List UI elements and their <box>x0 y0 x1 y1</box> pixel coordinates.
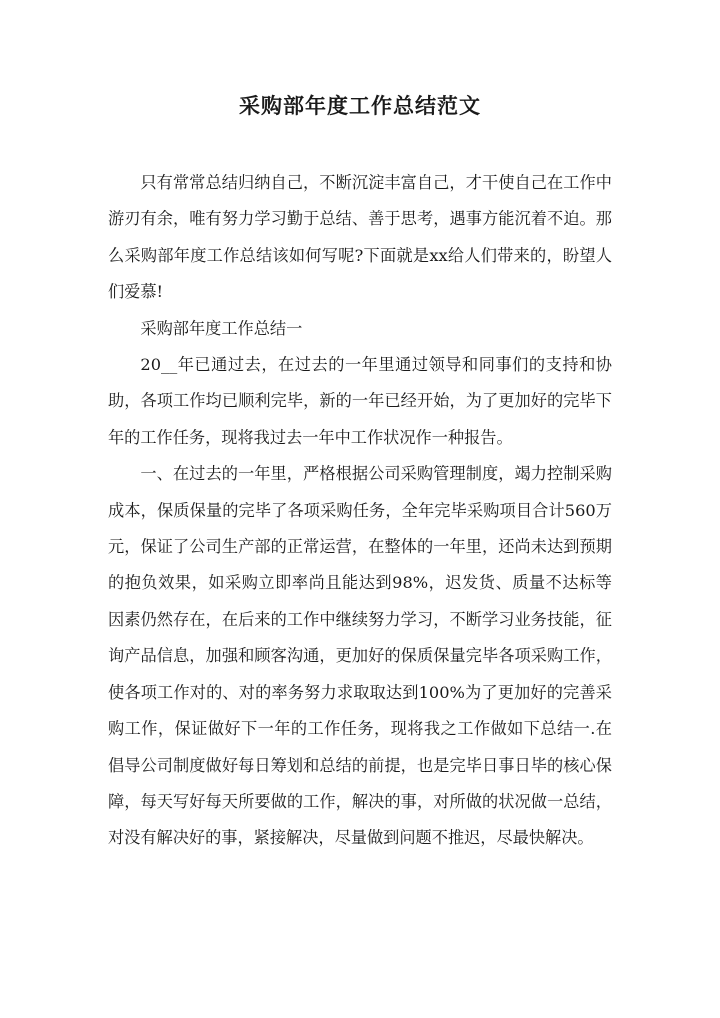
body-paragraph: 一、在过去的一年里，严格根据公司采购管理制度，竭力控制采购成本，保质保量的完毕了各项采购任务，全年完毕采购项目合计560万元，保证了公司生产部的正常运营，在整体的一年里，还尚未达到预期的抱负效果，如采购立即率尚且能达到98%，迟发货、质量不达标等因素仍然存在，在后来的工作中继续努力学习，不断学习业务技能，征询产品信息，加强和顾客沟通，更加好的保质保量完毕各项采购工作，使各项工作对的、对的率务努力求取取达到100%为了更加好的完善采购工作，保证做好下一年的工作任务，现将我之工作做如下总结一.在倡导公司制度做好每日筹划和总结的前提，也是完毕日事日毕的核心保障，每天写好每天所要做的工作，解决的事，对所做的状况做一总结，对没有解决好的事，紧接解决，尽量做到问题不推迟，尽最快解决。 <box>108 464 612 848</box>
document-body <box>108 165 612 857</box>
intro-paragraph: 只有常常总结归纳自己，不断沉淀丰富自己，才干使自己在工作中游刃有余，唯有努力学习勤于总结、善于思考，遇事方能沉着不迫。那么采购部年度工作总结该如何写呢?下面就是xx给人们带来的，盼望人们爱慕! <box>108 173 612 302</box>
body-paragraph: 20__年已通过去，在过去的一年里通过领导和同事们的支持和协助，各项工作均已顺利完毕，新的一年已经开始，为了更加好的完毕下年的工作任务，现将我过去一年中工作状况作一种报告。 <box>108 355 612 447</box>
document-title: 采购部年度工作总结范文 <box>239 93 481 118</box>
section-heading: 采购部年度工作总结一 <box>140 318 303 338</box>
